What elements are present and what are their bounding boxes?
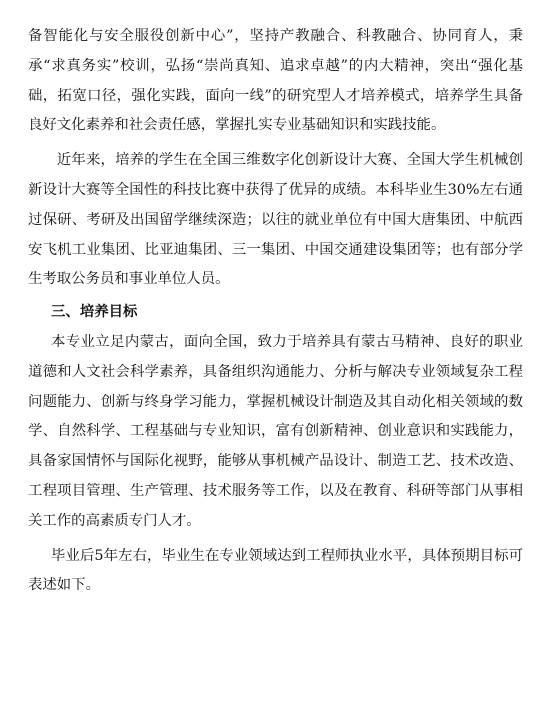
section-heading: 三、培养目标 xyxy=(51,304,138,321)
body-paragraph-2: 近年来，培养的学生在全国三维数字化创新设计大赛、全国大学生机械创新设计大赛等全国性的科技比赛中获得了优异的成绩。本科毕业生30%左右通过保研、考研及出国留学继续深造；以往的就业单位有中国大唐集团、中航西安飞机工业集团、比亚迪集团、三一集团、中国交通建设集团等；也有部分学生考取公务员和事业单位人员。 xyxy=(28,152,523,288)
document-page xyxy=(28,22,523,601)
section-paragraph-2: 毕业后5年左右，毕业生在专业领域达到工程师执业水平，具体预期目标可表述如下。 xyxy=(28,547,523,594)
body-paragraph-1: 备智能化与安全服役创新中心”，坚持产教融合、科教融合、协同育人，秉承“求真务实”校训，弘扬“崇尚真知、追求卓越”的内大精神，突出“强化基础，拓宽口径，强化实践，面向一线”的研究型人才培养模式，培养学生具备良好文化素养和社会责任感，掌握扎实专业基础知识和实践技能。 xyxy=(28,28,523,134)
section-paragraph-1: 本专业立足内蒙古，面向全国，致力于培养具有蒙古马精神、良好的职业道德和人文社会科学素养，具备组织沟通能力、分析与解决专业领域复杂工程问题能力、创新与终身学习能力，掌握机械设计制造及其自动化相关领域的数学、自然科学、工程基础与专业知识，富有创新精神、创业意识和实践能力，具备家国情怀与国际化视野，能够从事机械产品设计、制造工艺、技术改造、工程项目管理、生产管理、技术服务等工作，以及在教育、科研等部门从事相关工作的高素质专门人才。 xyxy=(28,333,523,529)
